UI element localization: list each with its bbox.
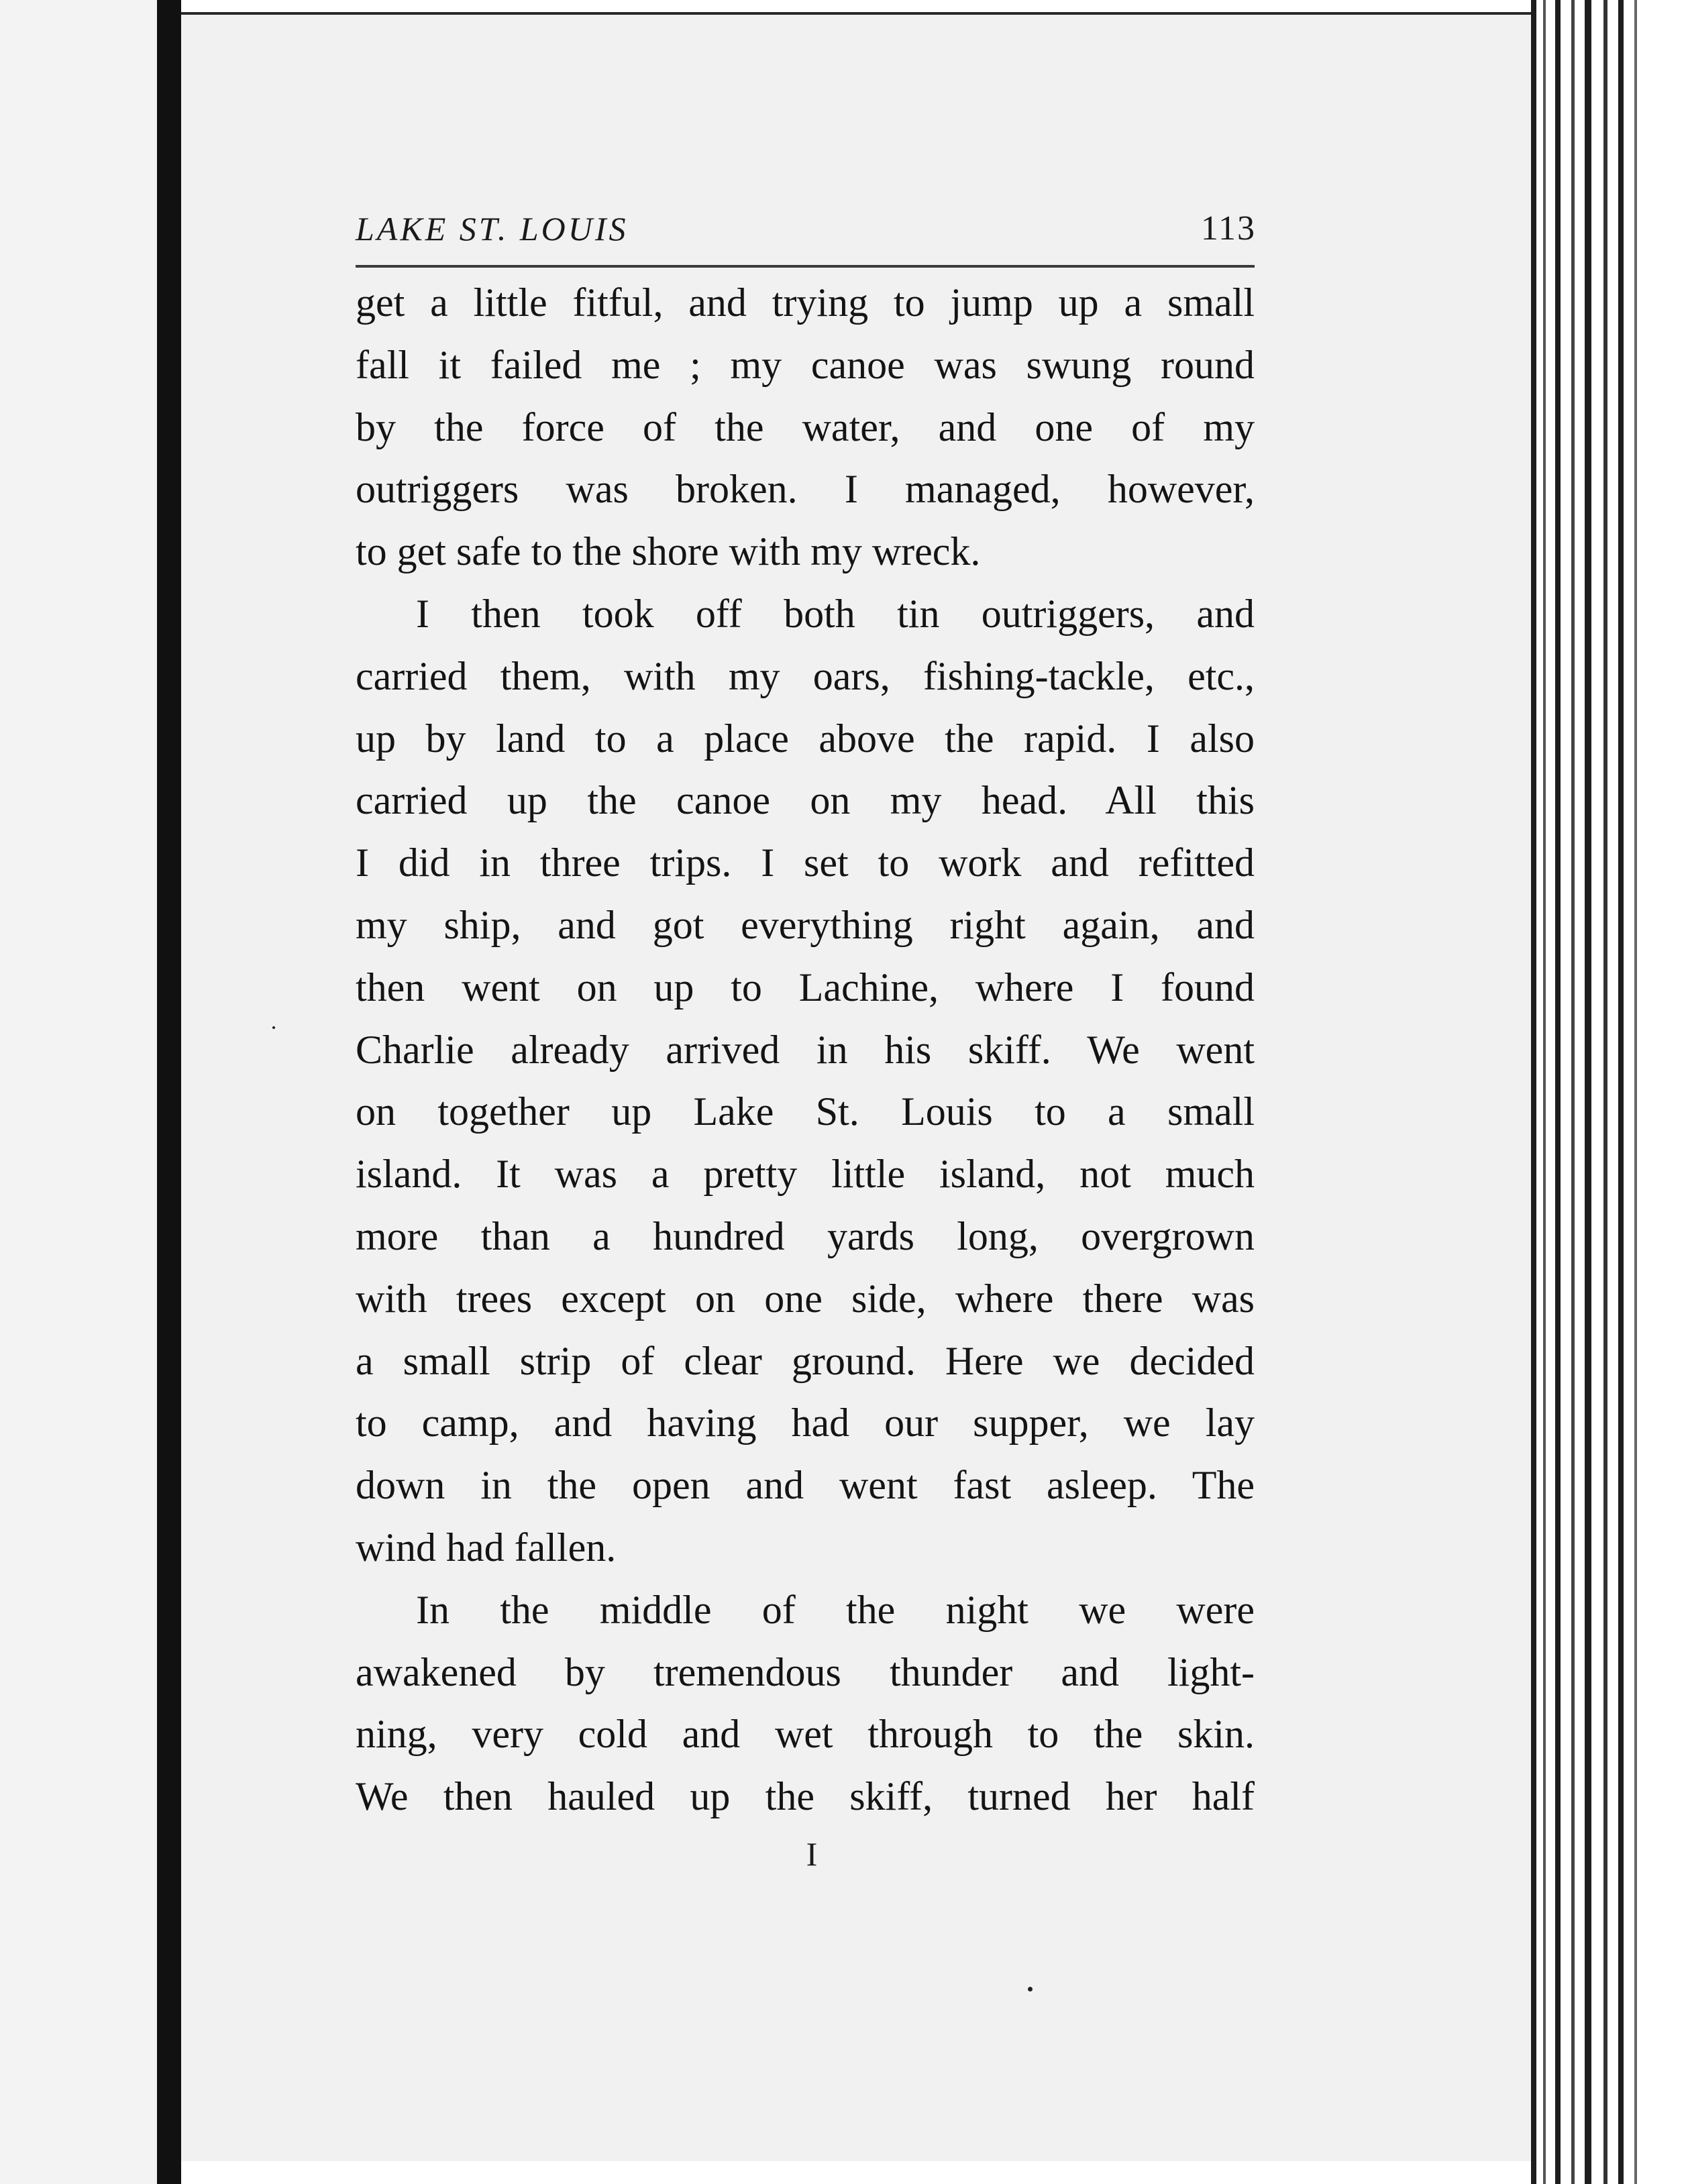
text-line: island. It was a pretty little island, not much xyxy=(356,1152,1255,1197)
page-edge-line xyxy=(1543,0,1546,2184)
running-title: LAKE ST. LOUIS xyxy=(356,210,629,248)
text-line: to camp, and having had our supper, we lay xyxy=(356,1401,1255,1445)
text-line: up by land to a place above the rapid. I also xyxy=(356,716,1255,761)
text-line: with trees except on one side, where there was xyxy=(356,1276,1255,1321)
header-rule xyxy=(356,265,1255,268)
running-head xyxy=(356,181,1256,248)
page-edge-line xyxy=(1585,0,1591,2184)
text-line: carried them, with my oars, fishing-tackle, etc., xyxy=(356,653,1255,698)
page-edge-line xyxy=(1571,0,1575,2184)
text-line: outriggers was broken. I managed, however, xyxy=(356,467,1255,512)
text-line: on together up Lake St. Louis to a small xyxy=(356,1089,1255,1134)
text-line: In the middle of the night we were xyxy=(416,1587,1255,1632)
page-edge-line xyxy=(1555,0,1561,2184)
text-line: We then hauled up the skiff, turned her half xyxy=(356,1774,1255,1819)
text-line: by the force of the water, and one of my xyxy=(356,404,1255,449)
page-edge-line xyxy=(1603,0,1607,2184)
scan-speck xyxy=(272,1026,275,1029)
page-number: 113 xyxy=(1200,209,1256,248)
text-line: Charlie already arrived in his skiff. We went xyxy=(356,1027,1255,1072)
text-line: to get safe to the shore with my wreck. xyxy=(356,529,981,574)
text-line: then went on up to Lachine, where I found xyxy=(356,965,1255,1009)
text-line: more than a hundred yards long, overgrown xyxy=(356,1213,1255,1258)
text-line: carried up the canoe on my head. All this xyxy=(356,778,1255,823)
facing-page-edge xyxy=(0,0,157,2184)
scan-speck xyxy=(1028,1987,1033,1991)
text-line: I then took off both tin outriggers, and xyxy=(416,591,1255,636)
text-line: wind had fallen. xyxy=(356,1525,617,1570)
page-edge-line xyxy=(1531,0,1536,2184)
text-line: my ship, and got everything right again, and xyxy=(356,902,1255,947)
text-line: down in the open and went fast asleep. The xyxy=(356,1463,1255,1508)
text-line: I did in three trips. I set to work and refitted xyxy=(356,840,1255,885)
page-edge-line xyxy=(1618,0,1624,2184)
body-text xyxy=(356,272,1255,1828)
text-line: get a little fitful, and trying to jump up a small xyxy=(356,280,1255,325)
text-line: fall it failed me ; my canoe was swung round xyxy=(356,342,1255,387)
page-edge-line xyxy=(1634,0,1637,2184)
signature-mark: I xyxy=(806,1835,818,1873)
text-line: awakened by tremendous thunder and light- xyxy=(356,1649,1255,1694)
text-line: a small strip of clear ground. Here we decided xyxy=(356,1338,1255,1383)
text-line: ning, very cold and wet through to the skin. xyxy=(356,1712,1255,1757)
book-gutter xyxy=(157,0,181,2184)
